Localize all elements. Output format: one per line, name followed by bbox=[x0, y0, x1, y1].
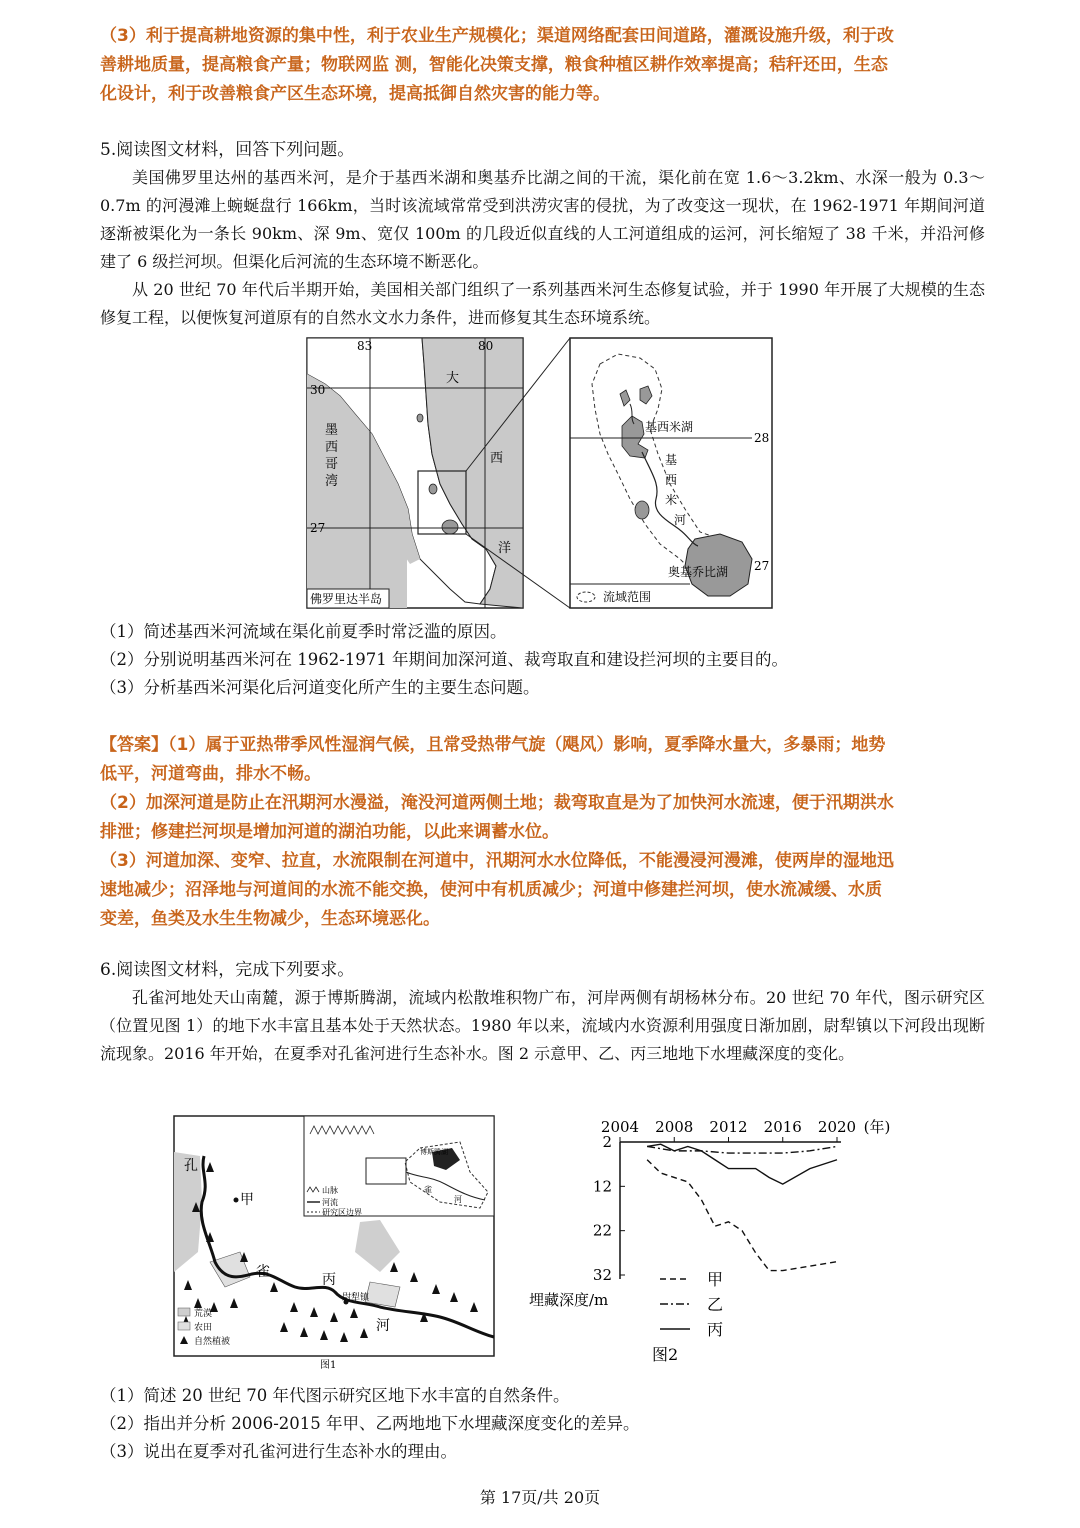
y-axis-label: 埋藏深度/m bbox=[529, 1291, 609, 1309]
legend-farmland-icon bbox=[178, 1322, 190, 1330]
legend-label-2: 乙 bbox=[707, 1295, 724, 1314]
kissimmee-lake-small bbox=[429, 484, 437, 494]
lat-27-right-label: 27 bbox=[754, 559, 770, 573]
answer-3-line-2: 速地减少；沼泽地与河道间的水流不能交换，使河中有机质减少；河道中修建拦河坝，使水流减缓、水质 bbox=[100, 880, 882, 900]
label-jia: 甲 bbox=[240, 1192, 254, 1208]
q6-title: 6.阅读图文材料，完成下列要求。 bbox=[100, 960, 355, 980]
q5-title: 5.阅读图文材料，回答下列问题。 bbox=[100, 140, 355, 160]
y-tick-label: 2 bbox=[602, 1133, 612, 1151]
legend-farmland: 农田 bbox=[194, 1323, 213, 1333]
q6-sub-1: （1）简述 20 世纪 70 年代图示研究区地下水丰富的自然条件。 bbox=[100, 1386, 570, 1405]
q6-paragraph-1: 孔雀河地处天山南麓，源于博斯腾湖，流域内松散堆积物广布，河岸两侧有胡杨林分布。20 世纪 70 年代，图示研究区（位置见图 1）的地下水丰富且基本处于天然状态。1980 年以来，流域内水资源利用强度日渐加剧，尉犁镇以下河段出现断流现象。2016 年开始，在夏季对孔雀河进行生态补水。图 2 示意甲、乙、丙三地地下水埋藏深度的变化。 bbox=[100, 988, 985, 1063]
q5-answer bbox=[100, 731, 985, 934]
answer-2-line-2: 排泄；修建拦河坝是增加河道的湖泊功能，以此来调蓄水位。 bbox=[100, 822, 559, 842]
answer-line: （3）利于提高耕地资源的集中性，利于农业生产规模化；渠道网络配套田间道路，灌溉设施升级，利于改 bbox=[100, 26, 894, 46]
small-lake-south bbox=[635, 501, 649, 519]
q5-sub-2: （2）分别说明基西米河在 1962-1971 年期间加深河道、裁弯取直和建设拦河坝的主要目的。 bbox=[100, 650, 789, 669]
ocean-label-1: 大 bbox=[446, 371, 460, 386]
x-tick-label: 2008 bbox=[655, 1118, 694, 1136]
chart-axes bbox=[620, 1137, 841, 1279]
x-tick-label: 2012 bbox=[709, 1118, 748, 1136]
ocean-label-3: 洋 bbox=[498, 541, 512, 556]
answer-1-line-1: （1）属于亚热带季风性湿润气候，且常受热带气旋（飓风）影响，夏季降水量大，多暴雨；地势 bbox=[168, 735, 886, 755]
x-tick-label: 2020 bbox=[817, 1118, 857, 1136]
map-caption: 佛罗里达半岛 bbox=[310, 592, 383, 606]
label-kong: 孔 bbox=[184, 1158, 198, 1174]
answer-line: 化设计，利于改善粮食产区生态环境，提高抵御自然灾害的能力等。 bbox=[100, 84, 610, 104]
kongque-river-map bbox=[170, 1112, 500, 1374]
gulf-label-4: 湾 bbox=[325, 474, 339, 489]
label-bing: 丙 bbox=[322, 1272, 336, 1288]
x-tick-label: 2016 bbox=[763, 1118, 802, 1136]
label-que: 雀 bbox=[256, 1264, 270, 1280]
answer-tag: 【答案】 bbox=[100, 735, 168, 755]
inset-legend-river: 河流 bbox=[322, 1198, 338, 1207]
lake1-label: 基西米湖 bbox=[645, 420, 694, 434]
inset-que-label: 雀 bbox=[424, 1185, 432, 1194]
lat-28-label: 28 bbox=[754, 431, 770, 445]
river-label-1: 基 bbox=[665, 453, 678, 467]
y-tick-label: 32 bbox=[592, 1266, 612, 1284]
gulf-label-2: 西 bbox=[325, 440, 339, 455]
x-axis-unit: (年) bbox=[863, 1118, 891, 1136]
series-line-1 bbox=[647, 1160, 837, 1271]
legend-label-3: 丙 bbox=[707, 1320, 724, 1339]
q5-sub-1: （1）简述基西米河流域在渠化前夏季时常泛滥的原因。 bbox=[100, 622, 507, 641]
y-tick-label: 22 bbox=[592, 1221, 612, 1240]
map1-caption: 图1 bbox=[320, 1360, 337, 1371]
small-lake bbox=[417, 414, 423, 422]
florida-map-figure bbox=[300, 334, 780, 614]
label-town: 尉犁镇 bbox=[342, 1293, 370, 1303]
river-label-2: 西 bbox=[665, 473, 678, 487]
inset-lake-label: 博斯腾湖 bbox=[420, 1148, 448, 1156]
okeechobee-small bbox=[442, 520, 458, 534]
x-tick-label: 2004 bbox=[600, 1118, 640, 1136]
lake2-label: 奥基乔比湖 bbox=[668, 565, 729, 579]
lat-30-label: 30 bbox=[310, 383, 326, 397]
answer-3-line-1: （3）河道加深、变窄、拉直，水流限制在河道中，汛期河水水位降低，不能漫浸河漫滩，使两岸的湿地迅 bbox=[100, 851, 894, 871]
inset-legend-boundary: 研究区边界 bbox=[322, 1208, 362, 1217]
river-label-4: 河 bbox=[674, 513, 687, 527]
page-footer: 第 17页/共 20页 bbox=[479, 1488, 601, 1507]
legend-label-1: 甲 bbox=[707, 1270, 724, 1289]
q5-sub-3: （3）分析基西米河渠化后河道变化所产生的主要生态问题。 bbox=[100, 678, 540, 697]
q6-sub-2: （2）指出并分析 2006-2015 年甲、乙两地地下水埋藏深度变化的差异。 bbox=[100, 1414, 640, 1433]
lon-80-label: 80 bbox=[478, 339, 494, 353]
q5-material bbox=[100, 164, 985, 332]
q5-paragraph-1: 美国佛罗里达州的基西米河，是介于基西米湖和奥基乔比湖之间的干流，渠化前在宽 1.6～3.2km、水深一般为 0.3～0.7m 的河漫滩上蜿蜒盘行 166km，当时该流域常常受到洪涝灾害的侵扰，为了改变这一现状，在 1962-1971 年期间河道逐渐被渠化为一条长 90km、深 9m、宽仅 100m 的几段近似直线的人工河道组成的运河，河长缩短了 38 千米，并沿河修建了 6 级拦河坝。但渠化后河流的生态环境不断恶化。 bbox=[100, 168, 985, 271]
q6-sub-3: （3）说出在夏季对孔雀河进行生态补水的理由。 bbox=[100, 1442, 457, 1461]
lat-27-label: 27 bbox=[310, 521, 326, 535]
legend-vegetation: 自然植被 bbox=[194, 1337, 231, 1347]
groundwater-depth-chart bbox=[525, 1110, 925, 1372]
gulf-label-1: 墨 bbox=[325, 423, 339, 438]
inset-legend-mountain: 山脉 bbox=[322, 1186, 338, 1195]
legend-desert: 荒漠 bbox=[194, 1309, 213, 1319]
answer-line: 善耕地质量，提高粮食产量；物联网监 测，智能化决策支撑，粮食种植区耕作效率提高；秸秆还田，生态 bbox=[100, 55, 888, 75]
chart-series-lines bbox=[647, 1144, 837, 1270]
q6-subquestions bbox=[100, 1382, 985, 1466]
q5-paragraph-2: 从 20 世纪 70 年代后半期开始，美国相关部门组织了一系列基西米河生态修复试验，并于 1990 年开展了大规模的生态修复工程，以便恢复河道原有的自然水文水力条件，进而修复其生态环境系统。 bbox=[100, 280, 985, 327]
chart-labels bbox=[529, 1118, 890, 1364]
legend-watershed-label: 流域范围 bbox=[603, 590, 652, 604]
river-label-3: 米 bbox=[665, 493, 678, 507]
answer-1-line-2: 低平，河道弯曲，排水不畅。 bbox=[100, 764, 321, 784]
lon-83-label: 83 bbox=[357, 339, 373, 353]
q6-material bbox=[100, 984, 985, 1068]
q5-subquestions bbox=[100, 618, 985, 702]
answer-2-line-1: （2）加深河道是防止在汛期河水漫溢，淹没河道两侧土地；裁弯取直是为了加快河水流速，便于汛期洪水 bbox=[100, 793, 894, 813]
inset-he-label: 河 bbox=[454, 1195, 462, 1204]
jia-point bbox=[234, 1198, 239, 1203]
answer-3-line-3: 变差，鱼类及水生生物减少，生态环境恶化。 bbox=[100, 909, 440, 929]
previous-answer-part3 bbox=[100, 22, 985, 109]
gulf-label-3: 哥 bbox=[325, 457, 339, 472]
label-he: 河 bbox=[376, 1318, 390, 1334]
y-tick-label: 12 bbox=[592, 1177, 612, 1196]
chart-caption: 图2 bbox=[652, 1345, 679, 1364]
legend-desert-icon bbox=[178, 1308, 190, 1316]
ocean-label-2: 西 bbox=[490, 451, 504, 466]
